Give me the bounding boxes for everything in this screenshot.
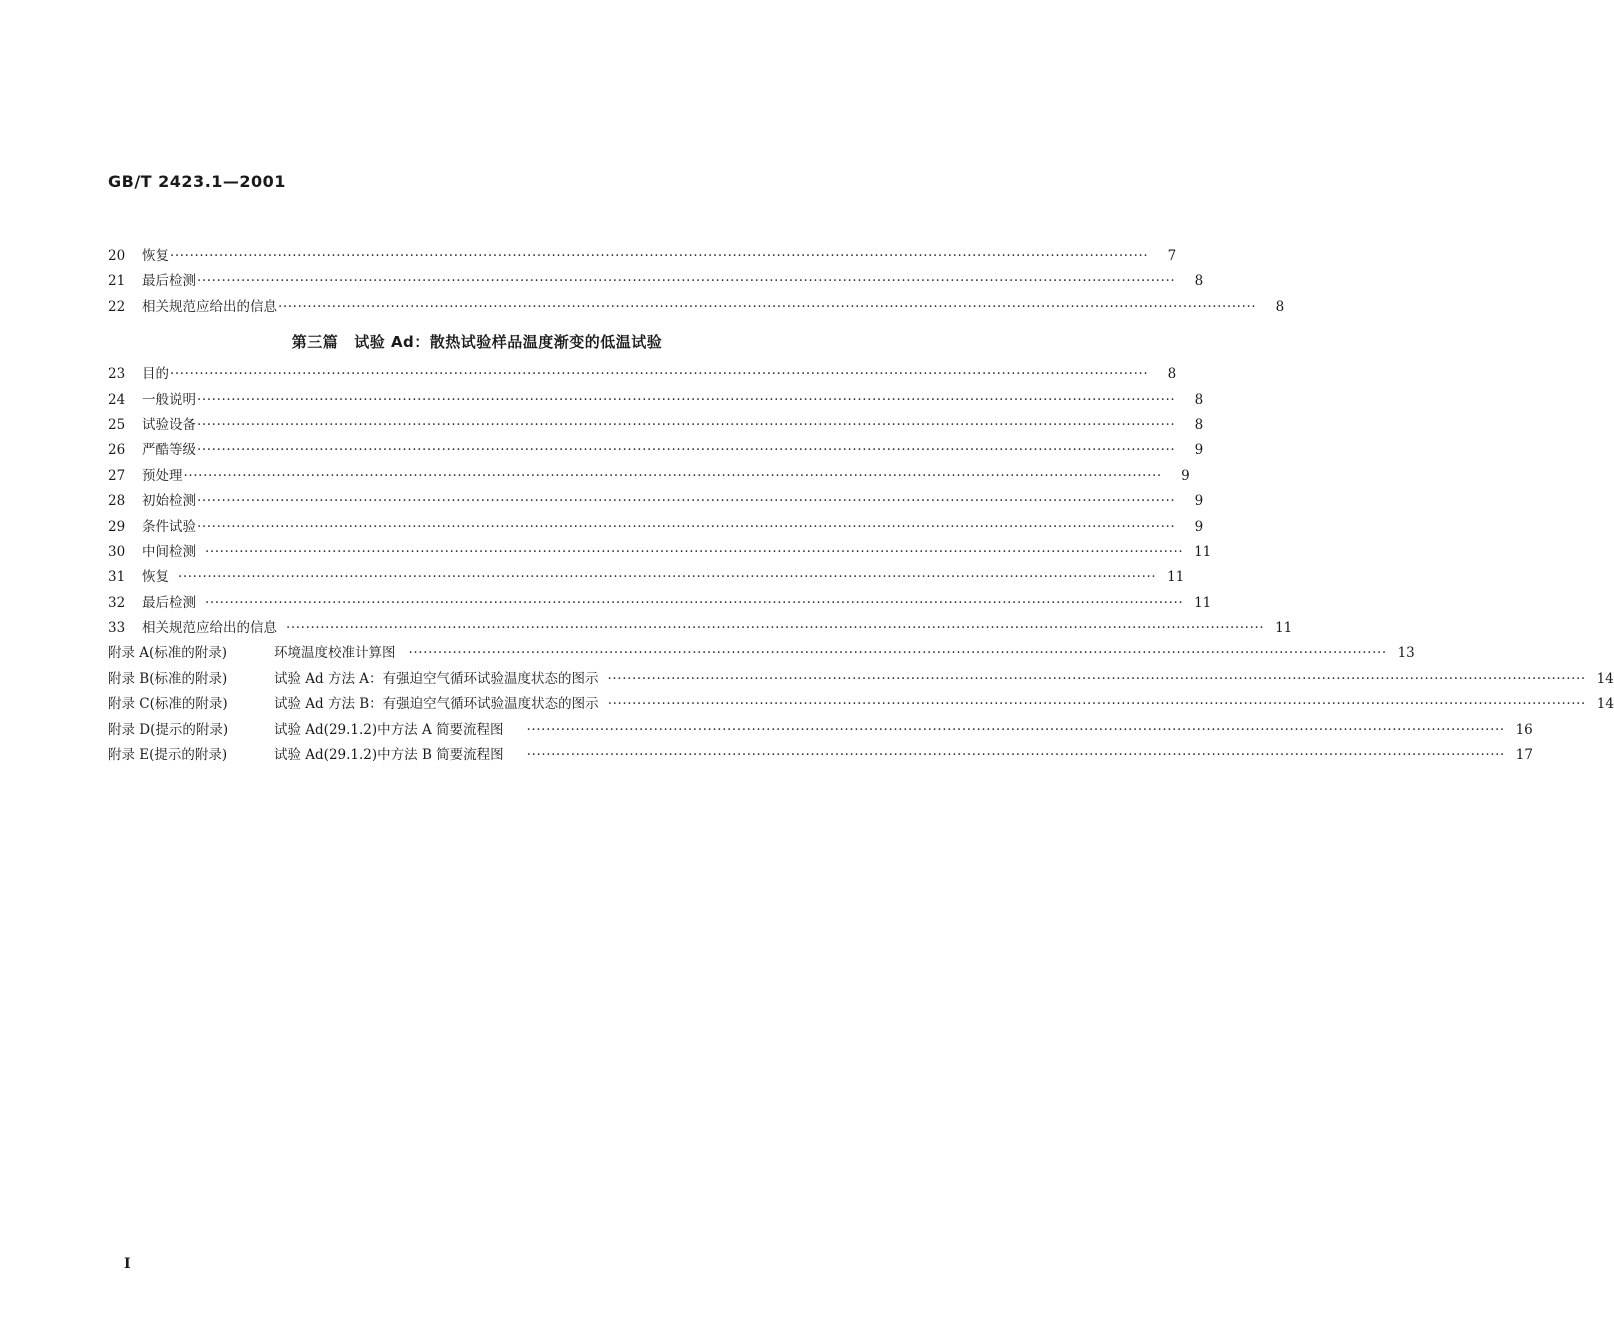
entry-number: 33	[108, 620, 126, 637]
toc-entry	[108, 540, 1212, 565]
toc-entry	[108, 413, 1204, 438]
entry-title: 最后检测	[142, 594, 196, 611]
entry-title: 最后检测	[142, 273, 196, 290]
leader-dots: ········································································································································································································	[197, 391, 1176, 408]
entry-title: 一般说明	[142, 391, 196, 408]
entry-page: 8	[1194, 273, 1204, 290]
standard-code: GB/T 2423.1—2001	[108, 172, 286, 191]
entry-page: 14	[1596, 670, 1614, 687]
entry-page: 8	[1194, 391, 1204, 408]
appendix-entry	[108, 743, 1533, 768]
leader-dots: ········································································································································································································	[607, 670, 1586, 687]
appendix-title: 试验 Ad 方法 B：有强迫空气循环试验温度状态的图示	[274, 696, 599, 713]
toc-entry	[108, 565, 1185, 590]
leader-dots: ········································································································································································································	[197, 442, 1176, 459]
entry-number: 25	[108, 416, 126, 433]
appendix-label: 附录 C(标准的附录)	[108, 696, 228, 713]
part-three-heading	[108, 320, 846, 362]
leader-dots: ········································································································································································································	[197, 493, 1176, 510]
entry-number: 23	[108, 366, 126, 383]
entry-page: 9	[1194, 493, 1204, 510]
entry-page: 9	[1194, 518, 1204, 535]
entry-page: 9	[1181, 467, 1190, 484]
appendix-title: 环境温度校准计算图	[274, 645, 396, 662]
toc-entry	[108, 295, 1285, 320]
leader-dots: ········································································································································································································	[205, 543, 1184, 560]
entry-page: 11	[1167, 569, 1185, 586]
leader-dots: ········································································································································································································	[170, 248, 1149, 264]
entry-number: 24	[108, 391, 126, 408]
appendix-label: 附录 A(标准的附录)	[108, 645, 228, 662]
entry-number: 27	[108, 467, 126, 484]
entry-number: 26	[108, 442, 126, 459]
entry-title: 中间检测	[142, 543, 196, 560]
entry-page: 11	[1194, 594, 1212, 611]
leader-dots: ········································································································································································································	[170, 366, 1149, 383]
leader-dots: ········································································································································································································	[278, 298, 1257, 315]
leader-dots: ········································································································································································································	[178, 569, 1157, 586]
entry-page: 11	[1194, 543, 1212, 560]
entry-title: 恢复	[142, 248, 169, 264]
appendix-label: 附录 E(提示的附录)	[108, 747, 228, 764]
table-of-contents	[108, 244, 1614, 768]
toc-entry	[108, 616, 1293, 641]
leader-dots: ········································································································································································································	[526, 747, 1505, 764]
entry-page: 8	[1167, 366, 1177, 383]
entry-title: 严酷等级	[142, 442, 196, 459]
leader-dots: ········································································································································································································	[526, 721, 1505, 738]
toc-entry	[108, 362, 1177, 387]
appendix-title: 试验 Ad(29.1.2)中方法 B 简要流程图	[274, 747, 504, 764]
toc-entry	[108, 438, 1204, 463]
entry-number: 21	[108, 273, 126, 290]
entry-title: 初始检测	[142, 493, 196, 510]
toc-entry	[108, 464, 1190, 489]
leader-dots: ········································································································································································································	[183, 467, 1162, 484]
entry-page: 17	[1515, 747, 1533, 764]
leader-dots: ········································································································································································································	[197, 273, 1176, 290]
entry-page: 8	[1194, 416, 1204, 433]
appendix-label: 附录 B(标准的附录)	[108, 670, 228, 687]
entry-title: 试验设备	[142, 416, 196, 433]
entry-title: 恢复	[142, 569, 169, 586]
entry-page: 13	[1397, 645, 1415, 662]
part-name: 试验 Ad：散热试验样品温度渐变的低温试验	[354, 333, 663, 352]
toc-entry	[108, 591, 1212, 616]
entry-number: 29	[108, 518, 126, 535]
toc-entry	[108, 515, 1204, 540]
toc-entry	[108, 388, 1204, 413]
entry-number: 32	[108, 594, 126, 611]
toc-entry	[108, 269, 1204, 294]
toc-entry	[108, 244, 1177, 269]
toc-entry	[108, 489, 1204, 514]
part-label: 第三篇	[291, 333, 339, 352]
appendix-entry	[108, 692, 1614, 717]
leader-dots: ········································································································································································································	[408, 645, 1387, 662]
entry-number: 22	[108, 298, 126, 315]
entry-page: 8	[1275, 298, 1285, 315]
entry-title: 条件试验	[142, 518, 196, 535]
appendix-entry	[108, 667, 1614, 692]
appendix-entry	[108, 641, 1415, 666]
entry-title: 预处理	[142, 467, 183, 484]
entry-page: 7	[1167, 248, 1177, 264]
appendix-label: 附录 D(提示的附录)	[108, 721, 229, 738]
appendix-title: 试验 Ad(29.1.2)中方法 A 简要流程图	[274, 721, 504, 738]
entry-page: 14	[1596, 696, 1614, 713]
appendix-entry	[108, 718, 1533, 743]
entry-title: 目的	[142, 366, 169, 383]
leader-dots: ········································································································································································································	[607, 696, 1586, 713]
entry-number: 20	[108, 248, 126, 264]
entry-page: 11	[1275, 620, 1293, 637]
page-marker: I	[124, 1256, 131, 1272]
entry-page: 16	[1515, 721, 1533, 738]
entry-number: 31	[108, 569, 126, 586]
entry-title: 相关规范应给出的信息	[142, 620, 277, 637]
leader-dots: ········································································································································································································	[205, 594, 1184, 611]
entry-number: 30	[108, 543, 126, 560]
entry-number: 28	[108, 493, 126, 510]
leader-dots: ········································································································································································································	[286, 620, 1265, 637]
appendix-title: 试验 Ad 方法 A：有强迫空气循环试验温度状态的图示	[274, 670, 599, 687]
leader-dots: ········································································································································································································	[197, 518, 1176, 535]
leader-dots: ········································································································································································································	[197, 416, 1176, 433]
entry-page: 9	[1194, 442, 1204, 459]
entry-title: 相关规范应给出的信息	[142, 298, 277, 315]
